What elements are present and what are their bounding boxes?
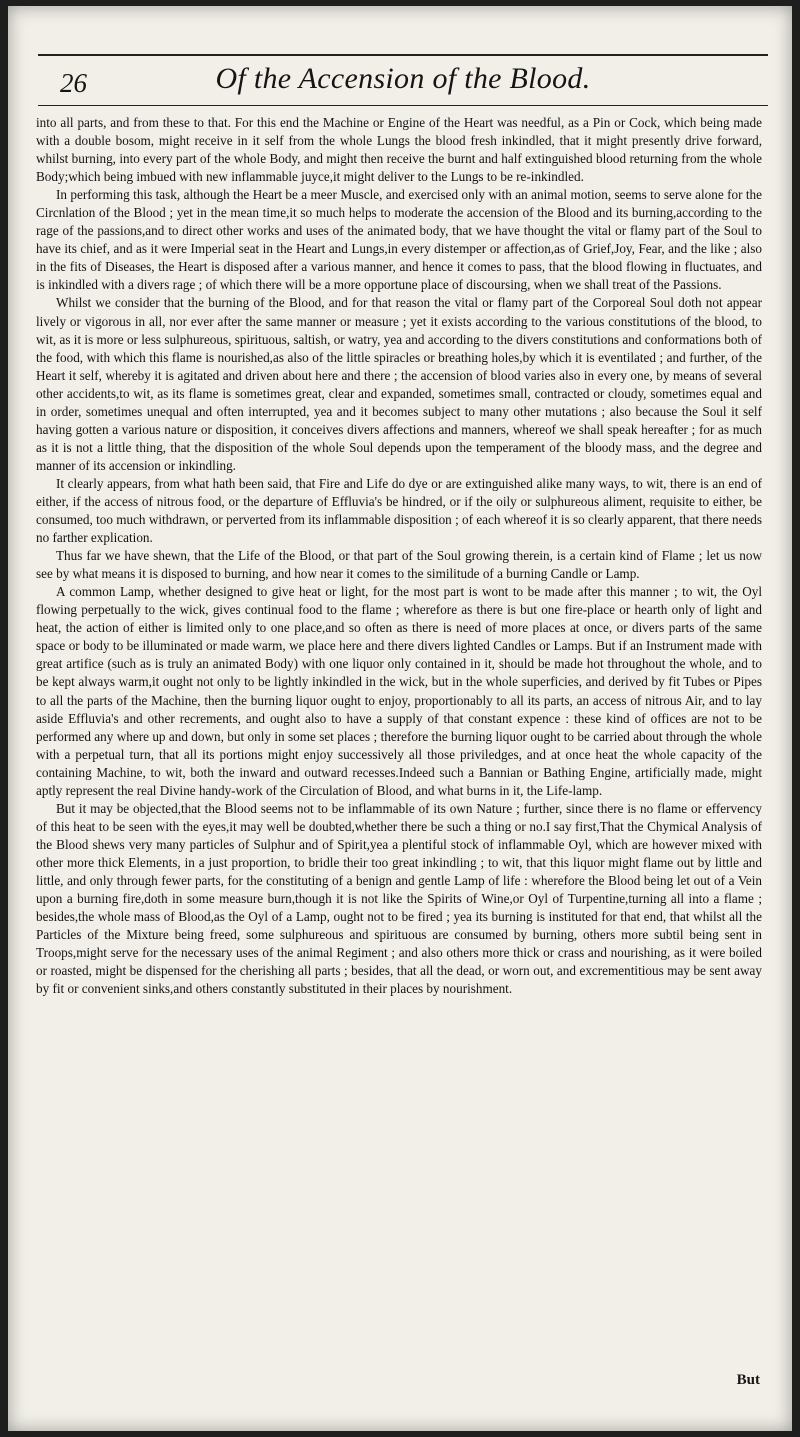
paragraph: A common Lamp, whether designed to give heat or light, for the most part is wont to be made after this manner ; to wit, the Oyl flowing perpetually to the wick, gives continual food to the flame ; wherefore as there is but one fire-place or hearth only of light and heat, the action of either is limited only to one place,and so often as there is need of more places at once, or divers parts of the same space or body to be illuminated or made warm, we place here and there divers lighted Candles or Lamps. But if an Instrument made with great artifice (such as is truly an animated Body) with one liquor only contained in it, should be made hot throughout the whole, and to be kept always warm,it ought not only to be lightly inkindled in the wick, but in the whole superficies, and derived by fit Tubes or Pipes to all the parts of the Machine, then the burning liquor ought to enjoy, proportionably to all its parts, an access of nitrous Air, and to lay aside Effluvia's and other recrements, and ought also to have a supply of that constant expence : these kind of offices are not to be performed any where up and down, but only in some set places ; therefore the burning liquor ought to be carried about through the whole with a perpetual turn, that all its portions might enjoy successively all those priviledges, and at once heat the whole capacity of the containing Machine, to wit, both the inward and outward recesses.Indeed such a Bannian or Bathing Engine, artificially made, might aptly represent the real Divine handy-work of the Circulation of Blood, and what burns in it, the Life-lamp. <box>36 584 762 798</box>
page-number: 26 <box>60 68 87 98</box>
paragraph: Thus far we have shewn, that the Life of the Blood, or that part of the Soul growing therein, is a certain kind of Flame ; let us now see by what means it is disposed to burning, and how near it comes to the similitude of a burning Candle or Lamp. <box>36 548 762 582</box>
running-title: Of the Accension of the Blood. <box>215 62 591 95</box>
book-page <box>8 6 792 1431</box>
paragraph: It clearly appears, from what hath been said, that Fire and Life do dye or are extinguished alike many ways, to wit, there is an end of either, if the access of nitrous food, or the departure of Effluvia's be hindred, or if the oily or sulphureous aliment, requisite to either, be consumed, too much withdrawn, or perverted from its inflammable disposition ; of each whereof it is so clearly apparent, that there needs no farther explication. <box>36 475 762 546</box>
header-rule <box>38 105 768 106</box>
paragraph: But it may be objected,that the Blood seems not to be inflammable of its own Nature ; further, since there is no flame or effervency of this heat to be seen with the eyes,it may well be doubted,whether there be such a thing or no.I say first,That the Chymical Analysis of the Blood shews very many particles of Sulphur and of Spirit,yea a plentiful stock of inflammable Oyl, which are however mixed with other more thick Elements, in a just proportion, to bridle their too great inkindling ; to wit, that this liquor might flame out by little and little, and only through fewer parts, for the constituting of a benign and gentle Lamp of life : wherefore the Blood being let out of a Vein upon a burning fire,doth in some measure burn,though it is not like the Spirits of Wine,or Oyl of Turpentine,turning all into a flame ; besides,the whole mass of Blood,as the Oyl of a Lamp, ought not to be fired ; yea its burning is instituted for that end, that whilst all the Particles of the Mixture being freed, some sulphureous and spirituous are consumed by burning, others more subtil being sent in Troops,might serve for the necessary uses of the animal Regiment ; and also others more thick or crass and nourishing, as it were boiled or roasted, might be dispensed for the cherishing all parts ; besides, that all the dead, or worn out, and excrementitious may be sent away by fit or convenient sinks,and others constantly substituted in their places by nourishment. <box>36 800 762 997</box>
paragraph: In performing this task, although the Heart be a meer Muscle, and exercised only with an animal motion, seems to serve alone for the Circnlation of the Blood ; yet in the mean time,it so much helps to moderate the accension of the Blood and its burning,according to the rage of the passions,and to direct other works and uses of the animated body, that we have thought the vital or flamy part of the Soul to have its chief, and as it were Imperial seat in the Heart and Lungs,in every distemper or affection,as of Grief,Joy, Fear, and the like ; also in the fits of Diseases, the Heart is disposed after a various manner, and hence it comes to pass, that the blood flowing in fluctuates, and is inkindled with a divers rage ; of which there will be a more opportune place of discoursing, when we shall treat of the Passions. <box>36 187 762 293</box>
page-header <box>40 62 766 104</box>
top-rule <box>38 54 768 56</box>
paragraph: Whilst we consider that the burning of the Blood, and for that reason the vital or flamy part of the Corporeal Soul doth not appear lively or vigorous in all, nor ever after the same manner or measure ; yet it exists according to the various constitutions of the blood, to wit, as it is more or less sulphureous, spirituous, saltish, or watry, yea and according to the divers constitutions and conformations both of the food, with which this flame is nourished,as also of the little spiracles or breathing holes,by which it is eventilated ; and further, of the Heart it self, whereby it is agitated and driven about here and there ; the accension of blood varies also in every one, by means of several other accidents,to wit, as its flame is sometimes great, clear and expanded, sometimes small, contracted or cloudy, sometimes equal and in order, sometimes unequal and often interrupted, yea and it becomes subject to many other mutations ; also because the Soul it self having gotten a various nature or disposition, it conceives divers affections and manners, whereof we shall speak hereafter ; for as much as it is not a little thing, that the disposition of the whole Soul depends upon the temperament of the bloody mass, and the degree and manner of its accension or inkindling. <box>36 295 762 473</box>
catchword: But <box>736 1372 760 1388</box>
body-text <box>36 114 762 998</box>
paragraph: into all parts, and from these to that. For this end the Machine or Engine of the Heart was needful, as a Pin or Cock, which being made with a double bosom, might receive in it self from the whole Lungs the blood fresh inkindled, that it might presently drive forward, whilst burning, into every part of the whole Body, and might then receive the burnt and half extinguished blood returning from the whole Body;which being imbued with new inflammable juyce,it might deliver to the Lungs to be re-inkindled. <box>36 115 762 185</box>
